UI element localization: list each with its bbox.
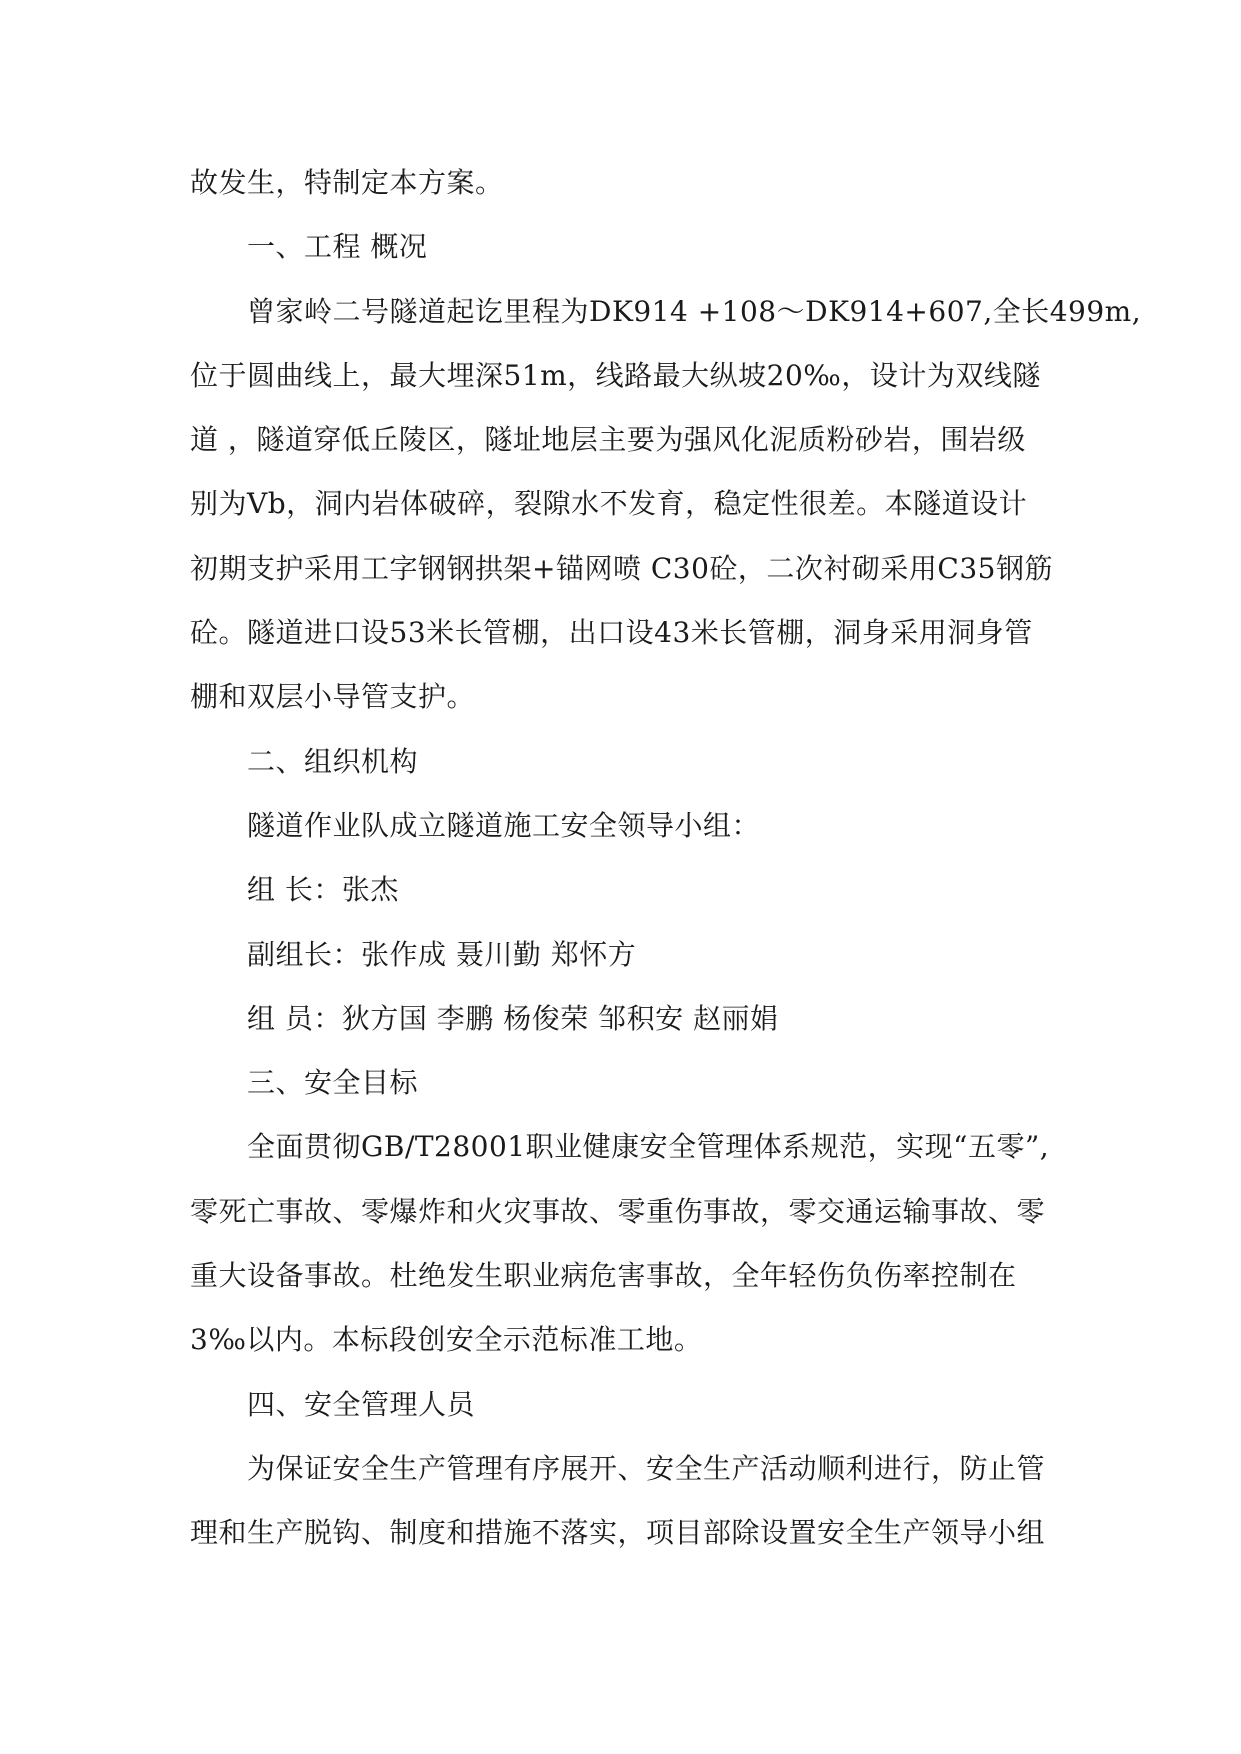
team-members-line: 组 员：狄方国 李鹏 杨俊荣 邹积安 赵丽娟 — [247, 1001, 779, 1035]
section-heading-overview: 一、工程 概况 — [247, 230, 428, 264]
team-leader-line: 组 长：张杰 — [247, 873, 399, 907]
paragraph-line: 砼。隧道进口设53米长管棚，出口设43米长管棚，洞身采用洞身管 — [190, 616, 1033, 650]
document-body — [190, 158, 1142, 1573]
paragraph-line: 道 ，隧道穿低丘陵区，隧址地层主要为强风化泥质粉砂岩，围岩级 — [190, 423, 1026, 457]
paragraph-line: 初期支护采用工字钢钢拱架+锚网喷 C30砼，二次衬砌采用C35钢筋 — [190, 551, 1053, 585]
paragraph-line: 位于圆曲线上，最大埋深51m，线路最大纵坡20‰，设计为双线隧 — [190, 358, 1041, 392]
paragraph-line: 全面贯彻GB/T28001职业健康安全管理体系规范，实现“五零”, — [247, 1130, 1050, 1164]
section-heading-safety-personnel: 四、安全管理人员 — [247, 1387, 476, 1421]
paragraph-line: 别为Ⅴb，洞内岩体破碎，裂隙水不发育，稳定性很差。本隧道设计 — [190, 487, 1028, 521]
paragraph-line: 隧道作业队成立隧道施工安全领导小组： — [247, 808, 761, 842]
paragraph-line: 为保证安全生产管理有序展开、安全生产活动顺利进行，防止管 — [247, 1451, 1046, 1485]
paragraph-line: 棚和双层小导管支护。 — [190, 680, 476, 714]
paragraph-line: 曾家岭二号隧道起讫里程为DK914 +108～DK914+607,全长499m, — [247, 294, 1142, 328]
paragraph-line: 重大设备事故。杜绝发生职业病危害事故，全年轻伤负伤率控制在 — [190, 1259, 1017, 1293]
section-heading-safety-goals: 三、安全目标 — [247, 1066, 419, 1100]
section-heading-organization: 二、组织机构 — [247, 744, 419, 778]
paragraph-line: 零死亡事故、零爆炸和火灾事故、零重伤事故，零交通运输事故、零 — [190, 1194, 1046, 1228]
deputy-leader-line: 副组长：张作成 聂川勤 郑怀方 — [247, 937, 637, 971]
paragraph-line: 理和生产脱钩、制度和措施不落实，项目部除设置安全生产领导小组 — [190, 1516, 1046, 1550]
paragraph-line: 3‰以内。本标段创安全示范标准工地。 — [190, 1323, 703, 1357]
paragraph-line: 故发生，特制定本方案。 — [190, 166, 504, 199]
